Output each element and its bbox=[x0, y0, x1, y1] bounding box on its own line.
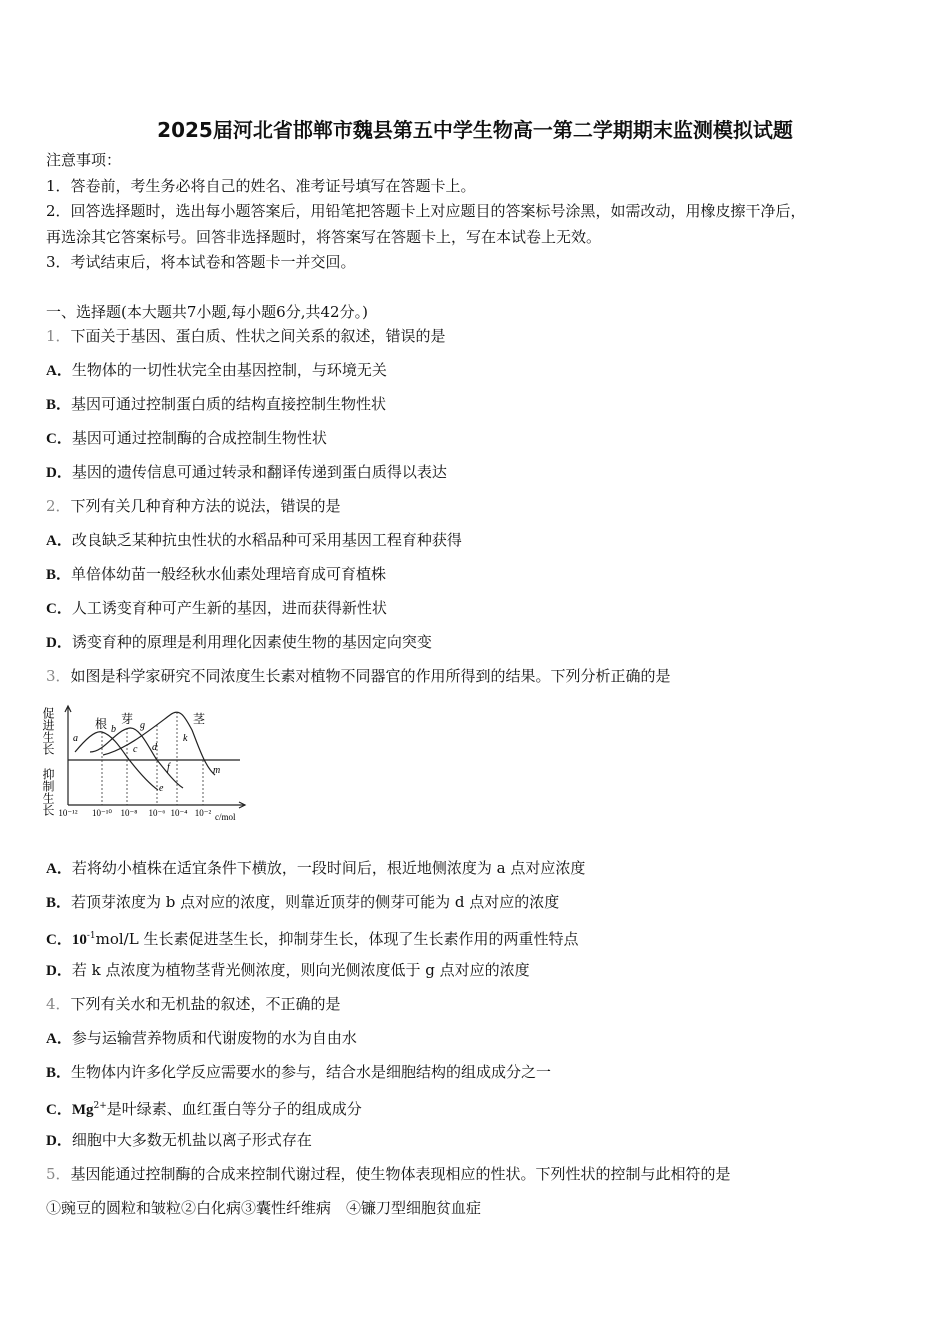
page-title: 2025届河北省邯郸市魏县第五中学生物高一第二学期期末监测模拟试题 bbox=[157, 118, 793, 142]
option-a: A．生物体的一切性状完全由基因控制，与环境无关 bbox=[46, 361, 387, 379]
option-a: A．改良缺乏某种抗虫性状的水稻品种可采用基因工程育种获得 bbox=[46, 531, 462, 549]
option-d: D．基因的遗传信息可通过转录和翻译传递到蛋白质得以表达 bbox=[46, 463, 447, 481]
question-3: 3．如图是科学家研究不同浓度生长素对植物不同器官的作用所得到的结果。下列分析正确的是 bbox=[46, 667, 671, 685]
option-b: B．单倍体幼苗一般经秋水仙素处理培育成可育植株 bbox=[46, 565, 387, 583]
point-c: c bbox=[133, 744, 138, 755]
tick-label: 10⁻⁸ bbox=[120, 808, 138, 818]
point-m: m bbox=[213, 765, 221, 776]
promote-axis-label: 促进生长 bbox=[41, 707, 55, 755]
point-g: g bbox=[140, 720, 145, 731]
tick-label: 10⁻¹⁰ bbox=[91, 808, 113, 818]
point-k: k bbox=[183, 733, 188, 744]
option-c: C．人工诱变育种可产生新的基因，进而获得新性状 bbox=[46, 599, 387, 617]
option-d: D．细胞中大多数无机盐以离子形式存在 bbox=[46, 1131, 312, 1149]
question-5: 5．基因能通过控制酶的合成来控制代谢过程，使生物体表现相应的性状。下列性状的控制与此相符的是 bbox=[46, 1165, 731, 1183]
option-c: C．$Mg^{2+}$是叶绿素、血红蛋白等分子的组成成分 bbox=[46, 1100, 362, 1118]
notice-item: 再选涂其它答案标号。回答非选择题时，将答案写在答题卡上，写在本试卷上无效。 bbox=[46, 228, 602, 246]
point-b: b bbox=[111, 724, 116, 735]
tick-label: 10⁻¹² bbox=[58, 808, 78, 818]
question-5-list: ①豌豆的圆粒和皱粒②白化病③囊性纤维病 ④镰刀型细胞贫血症 bbox=[46, 1199, 482, 1217]
point-a: a bbox=[73, 733, 78, 744]
option-a: A．参与运输营养物质和代谢废物的水为自由水 bbox=[46, 1029, 357, 1047]
option-d: D．若 k 点浓度为植物茎背光侧浓度，则向光侧浓度低于 g 点对应的浓度 bbox=[46, 961, 530, 979]
section-heading: 一、选择题(本大题共7小题,每小题6分,共42分。) bbox=[46, 303, 368, 321]
root-label: 根 bbox=[95, 717, 108, 731]
option-b: B．基因可通过控制蛋白质的结构直接控制生物性状 bbox=[46, 395, 387, 413]
inhibit-axis-label: 抑制生长 bbox=[41, 768, 55, 816]
stem-label: 茎 bbox=[193, 712, 206, 726]
bud-label: 芽 bbox=[121, 712, 134, 726]
question-number: 1． bbox=[46, 327, 71, 345]
question-stem: 下面关于基因、蛋白质、性状之间关系的叙述，错误的是 bbox=[70, 327, 446, 345]
notice-item: 2．回答选择题时，选出每小题答案后，用铅笔把答题卡上对应题目的答案标号涂黑，如需改动，用橡皮擦干净后， bbox=[46, 202, 806, 220]
question-1 bbox=[46, 326, 446, 346]
tick-label: 10⁻⁶ bbox=[148, 808, 166, 818]
option-d: D．诱变育种的原理是利用理化因素使生物的基因定向突变 bbox=[46, 633, 432, 651]
auxin-concentration-figure bbox=[40, 695, 260, 830]
notice-item: 1．答卷前，考生务必将自己的姓名、准考证号填写在答题卡上。 bbox=[46, 177, 476, 195]
tick-label: 10⁻⁴ bbox=[170, 808, 188, 818]
question-2: 2．下列有关几种育种方法的说法，错误的是 bbox=[46, 497, 341, 515]
notice-heading: 注意事项： bbox=[46, 151, 122, 169]
point-d: d bbox=[152, 742, 157, 753]
point-f: f bbox=[167, 762, 170, 773]
tick-label: 10⁻² bbox=[194, 808, 212, 818]
point-e: e bbox=[159, 783, 164, 794]
notice-item: 3．考试结束后，将本试卷和答题卡一并交回。 bbox=[46, 253, 356, 271]
option-b: B．若顶芽浓度为 b 点对应的浓度，则靠近顶芽的侧芽可能为 d 点对应的浓度 bbox=[46, 893, 560, 911]
question-4: 4．下列有关水和无机盐的叙述，不正确的是 bbox=[46, 995, 341, 1013]
option-c: C．$10^{-1}mol/L$ 生长素促进茎生长，抑制芽生长，体现了生长素作用的两重性特点 bbox=[46, 930, 579, 948]
option-c: C．基因可通过控制酶的合成控制生物性状 bbox=[46, 429, 327, 447]
option-a: A．若将幼小植株在适宜条件下横放，一段时间后，根近地侧浓度为 a 点对应浓度 bbox=[46, 859, 586, 877]
option-b: B．生物体内许多化学反应需要水的参与，结合水是细胞结构的组成成分之一 bbox=[46, 1063, 552, 1081]
bud-curve bbox=[90, 728, 183, 788]
unit-label: c/mol bbox=[215, 812, 236, 822]
